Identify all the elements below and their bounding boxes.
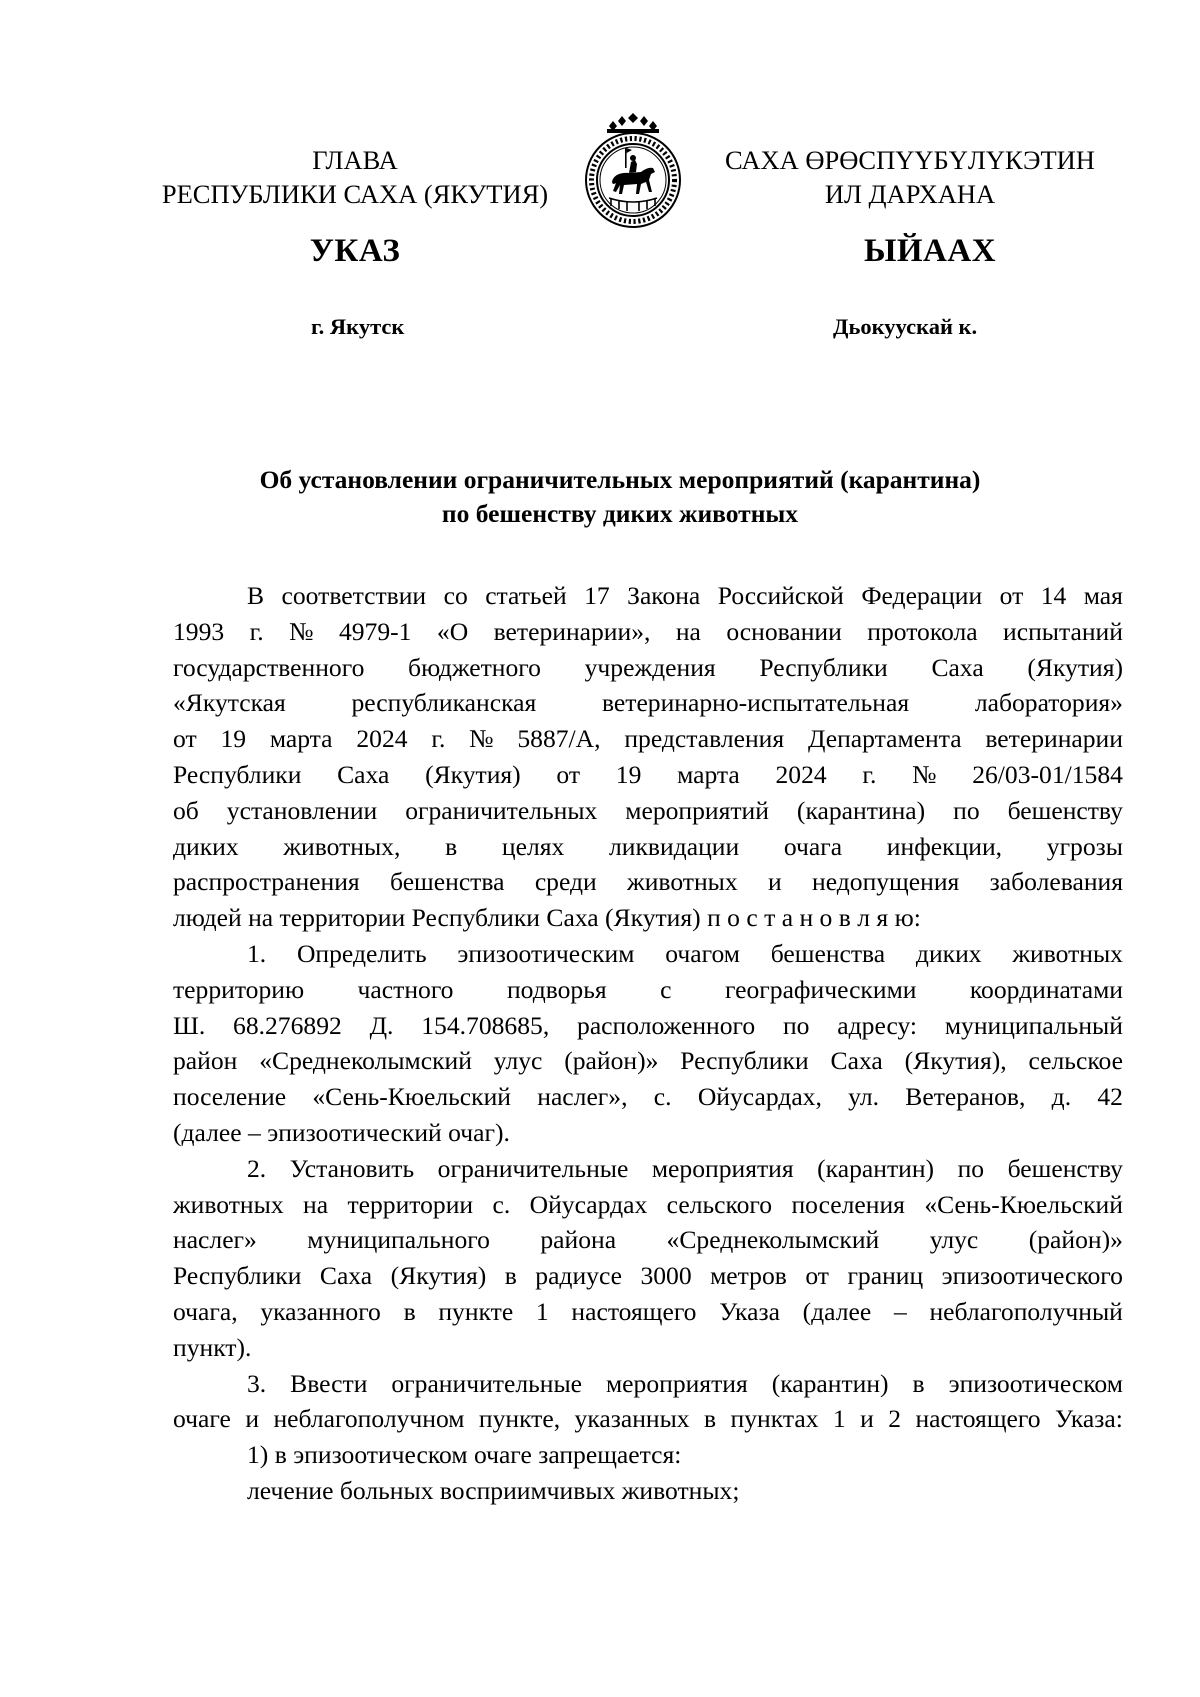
body-word: мероприятия <box>605 1368 748 1398</box>
body-word: Республики <box>680 1046 809 1076</box>
body-word: в <box>403 1296 416 1326</box>
body-word: с <box>660 974 672 1004</box>
body-word: «Сень-Кюельский <box>312 1082 511 1112</box>
body-word: заболевания <box>989 867 1123 897</box>
body-word: животных <box>1012 938 1123 968</box>
body-line <box>173 1366 1123 1402</box>
body-word: 5887/А, <box>517 724 601 754</box>
body-word: д. <box>1051 1082 1072 1112</box>
body-line <box>173 1437 1123 1473</box>
doc-type-russian: УКАЗ <box>309 233 401 269</box>
body-word: в <box>504 1261 517 1291</box>
body-word: Саха <box>931 652 984 682</box>
header-left-line-1: ГЛАВА <box>312 145 398 175</box>
body-line <box>173 1008 1123 1044</box>
body-line <box>173 1187 1123 1223</box>
body-word: Д. <box>369 1010 394 1040</box>
city-yakut: Дьокуускай к. <box>833 314 978 339</box>
body-word: животных <box>173 1189 284 1219</box>
body-word: очага, <box>173 1296 238 1326</box>
body-line <box>173 829 1123 865</box>
body-word: ограничительные <box>437 1153 629 1183</box>
body-word: 42 <box>1097 1082 1123 1112</box>
body-word: установлении <box>226 795 378 825</box>
body-word: бешенства <box>770 938 886 968</box>
body-word: со <box>443 581 468 610</box>
body-word: Федерации <box>861 581 983 610</box>
body-line <box>173 650 1123 686</box>
body-word: (карантина) <box>796 795 926 825</box>
body-word: Республики <box>173 1261 302 1291</box>
body-word: в <box>912 1368 925 1398</box>
body-word: 2024 <box>775 759 827 789</box>
body-line <box>173 1222 1123 1258</box>
body-line-text: 1) в эпизоотическом очаге запрещается: <box>247 1440 682 1470</box>
body-word: улус <box>493 1046 543 1076</box>
body-word: по <box>957 1153 985 1183</box>
body-word: территории <box>347 1189 474 1219</box>
body-word: Ш. <box>173 1010 206 1040</box>
body-word: ограничительные <box>391 1368 583 1398</box>
city-russian: г. Якутск <box>311 314 405 339</box>
body-word: (Якутия) <box>390 1261 487 1291</box>
body-word: бюджетного <box>408 652 541 682</box>
body-word: 3. <box>247 1368 267 1398</box>
body-word: Ойусардах <box>529 1189 648 1219</box>
body-word: животных <box>627 867 738 897</box>
body-word: (район)» <box>1028 1225 1123 1255</box>
body-word: Указа: <box>1054 1404 1123 1434</box>
body-line <box>173 1473 1123 1509</box>
body-word: бешенству <box>1007 1153 1123 1183</box>
body-word: марта <box>269 724 333 754</box>
header-right <box>720 143 1100 211</box>
body-line <box>173 1330 1123 1366</box>
body-word: указанных <box>574 1404 690 1434</box>
body-word: (Якутия) <box>1027 652 1123 682</box>
body-word: поселения <box>791 1189 905 1219</box>
body-word: диких <box>915 938 982 968</box>
body-word: мая <box>1083 581 1123 610</box>
body-word: от <box>999 581 1024 610</box>
body-word: 1 <box>832 1404 846 1434</box>
header-left <box>145 143 565 211</box>
body-word: от <box>805 1261 829 1291</box>
body-word: г. <box>862 759 877 789</box>
body-word: диких <box>173 831 239 861</box>
body-word: пункте <box>438 1296 514 1326</box>
body-word: «Среднеколымский <box>666 1225 880 1255</box>
body-word: расположенного <box>577 1010 756 1040</box>
body-word: основании <box>726 616 842 646</box>
body-word: В <box>247 581 265 610</box>
body-word: 1993 <box>173 616 225 646</box>
body-word: района <box>540 1225 617 1255</box>
body-word: очагом <box>665 938 740 968</box>
body-word: границ <box>847 1261 924 1291</box>
body-word: очаге <box>173 1404 231 1434</box>
body-word: Ввести <box>290 1368 368 1398</box>
body-word: наслег», <box>537 1082 628 1112</box>
body-word: метров <box>710 1261 787 1291</box>
body-word: испытаний <box>1003 616 1123 646</box>
body-word: неблагополучный <box>929 1296 1123 1326</box>
body-word: (район)» <box>564 1046 659 1076</box>
body-word: соответствии <box>281 581 427 610</box>
body-word: Определить <box>296 938 427 968</box>
body-word: по <box>782 1010 810 1040</box>
body-word: республиканская <box>351 688 537 718</box>
body-word: 17 <box>584 581 610 610</box>
title-line-1: Об установлении ограничительных мероприятий (карантина) <box>259 465 981 494</box>
body-word: Саха <box>830 1046 883 1076</box>
body-line <box>173 614 1123 650</box>
body-word: 3000 <box>640 1261 692 1291</box>
body-word: неблагополучном <box>273 1404 465 1434</box>
body-line <box>173 900 1123 936</box>
body-line-text: пункт). <box>173 1332 252 1362</box>
body-word: 19 <box>615 759 642 789</box>
body-line <box>173 1079 1123 1115</box>
body-word: настоящего <box>915 1404 1041 1434</box>
body-word: № <box>469 724 494 754</box>
body-word: лаборатория» <box>974 688 1123 718</box>
body-line <box>173 1115 1123 1151</box>
body-word: район <box>173 1046 238 1076</box>
header-left-line-2: РЕСПУБЛИКИ САХА (ЯКУТИЯ) <box>161 179 549 209</box>
body-word: животных, <box>283 831 401 861</box>
body-word: «Сень-Кюельский <box>924 1189 1123 1219</box>
body-word: – <box>893 1296 907 1326</box>
body-word: мероприятия <box>651 1153 794 1183</box>
body-word: (карантин) <box>771 1368 889 1398</box>
body-word: очага <box>783 831 843 861</box>
body-word: пунктах <box>730 1404 819 1434</box>
body-word: 14 <box>1040 581 1067 610</box>
body-word: ликвидации <box>609 831 740 861</box>
body-word: поселение <box>173 1082 287 1112</box>
body-word: ограничительных <box>405 795 598 825</box>
body-word: марта <box>677 759 740 789</box>
body-word: пункте, <box>478 1404 561 1434</box>
body-word: № <box>289 616 314 646</box>
body-word: сельское <box>1028 1046 1123 1076</box>
body-line <box>173 1258 1123 1294</box>
body-word: ветеринарно-испытательная <box>601 688 910 718</box>
body-word: Республики <box>759 652 888 682</box>
body-line <box>173 864 1123 900</box>
body-word: бешенству <box>1007 795 1123 825</box>
body-word: территорию <box>173 974 305 1004</box>
body-word: 2 <box>888 1404 902 1434</box>
coat-of-arms-sakha-icon <box>579 112 687 232</box>
body-word: недопущения <box>812 867 960 897</box>
body-word: подворья <box>506 974 607 1004</box>
body-word: (Якутия), <box>904 1046 1007 1076</box>
body-line <box>173 578 1123 614</box>
body-word: ветеринарии», <box>493 616 651 646</box>
body-word: 19 <box>220 724 247 754</box>
body-line-text: (далее – эпизоотический очаг). <box>173 1117 510 1147</box>
body-word: и <box>245 1404 260 1434</box>
body-word: представления <box>624 724 785 754</box>
body-word: ветеринарии <box>985 724 1123 754</box>
body-word: Саха <box>337 759 390 789</box>
body-word: 154.708685, <box>421 1010 550 1040</box>
body-word: 4979-1 <box>338 616 412 646</box>
body-line <box>173 1401 1123 1437</box>
body-word: сельского <box>666 1189 773 1219</box>
body-word: Ветеранов, <box>905 1082 1026 1112</box>
body-word: мероприятий <box>625 795 769 825</box>
body-line <box>173 1043 1123 1079</box>
doc-type-yakut: ЫЙААХ <box>863 233 997 269</box>
body-word: 26/03-01/1584 <box>972 759 1123 789</box>
body-word: эпизоотическим <box>457 938 635 968</box>
body-word: (Якутия) <box>425 759 521 789</box>
body-word: г. <box>249 616 264 646</box>
body-word: эпизоотического <box>941 1261 1123 1291</box>
body-line <box>173 757 1123 793</box>
body-word: и <box>860 1404 874 1434</box>
body-line <box>173 721 1123 757</box>
body-word: Саха <box>319 1261 373 1291</box>
document-body <box>173 578 1123 1509</box>
body-word: от <box>556 759 581 789</box>
header-right-line-2: ИЛ ДАРХАНА <box>824 179 996 209</box>
body-word: радиусе <box>535 1261 622 1291</box>
body-word: Указа <box>719 1296 780 1326</box>
document-title <box>160 463 1080 531</box>
body-word: Республики <box>173 759 302 789</box>
body-word: на <box>675 616 701 646</box>
body-word: 1 <box>535 1296 549 1326</box>
body-word: по <box>953 795 980 825</box>
body-word: муниципальный <box>944 1010 1123 1040</box>
body-word: г. <box>431 724 446 754</box>
body-word: учреждения <box>584 652 716 682</box>
body-word: (карантин) <box>817 1153 935 1183</box>
body-word: статьей <box>485 581 567 610</box>
body-word: на <box>303 1189 329 1219</box>
body-word: Департамента <box>807 724 962 754</box>
body-word: бешенства <box>390 867 505 897</box>
body-line-text: лечение больных восприимчивых животных; <box>247 1475 740 1505</box>
header-right-line-1: САХА ӨРӨСПҮҮБҮЛҮКЭТИН <box>725 145 1095 175</box>
body-line <box>173 972 1123 1008</box>
body-word: целях <box>501 831 565 861</box>
body-word: № <box>912 759 937 789</box>
body-word: протокола <box>867 616 978 646</box>
body-word: государственного <box>173 652 365 682</box>
body-word: угрозы <box>1046 831 1123 861</box>
body-word: адресу: <box>837 1010 918 1040</box>
body-word: Закона <box>627 581 701 610</box>
body-word: 2024 <box>356 724 408 754</box>
body-word: инфекции, <box>886 831 1003 861</box>
body-word: эпизоотическом <box>948 1368 1123 1398</box>
title-line-2: по бешенству диких животных <box>441 499 799 528</box>
body-line <box>173 685 1123 721</box>
body-word: 1. <box>247 938 267 968</box>
body-word: ул. <box>848 1082 879 1112</box>
body-word: «Якутская <box>173 688 286 718</box>
body-word: улус <box>929 1225 979 1255</box>
body-word: среди <box>534 867 597 897</box>
body-word: координатами <box>969 974 1123 1004</box>
body-word: и <box>768 867 782 897</box>
body-word: 2. <box>247 1153 267 1183</box>
body-word: Российской <box>717 581 844 610</box>
body-word: (далее <box>802 1296 872 1326</box>
body-word: в <box>704 1404 717 1434</box>
body-word: Ойусардах, <box>697 1082 822 1112</box>
body-word: в <box>445 831 458 861</box>
body-word: настоящего <box>571 1296 697 1326</box>
body-word: муниципального <box>307 1225 490 1255</box>
body-word: об <box>173 795 199 825</box>
body-word: «О <box>436 616 469 646</box>
body-line <box>173 1294 1123 1330</box>
body-line <box>173 793 1123 829</box>
body-line <box>173 1151 1123 1187</box>
body-word: с. <box>492 1189 511 1219</box>
body-word: Установить <box>289 1153 415 1183</box>
body-word: частного <box>357 974 454 1004</box>
body-word: 68.276892 <box>233 1010 342 1040</box>
body-word: с. <box>653 1082 672 1112</box>
body-word: распространения <box>173 867 360 897</box>
body-word: «Среднеколымский <box>259 1046 472 1076</box>
body-word: географическими <box>724 974 917 1004</box>
body-word: от <box>173 724 197 754</box>
body-line-text: людей на территории Республики Саха (Якутия) п о с т а н о в л я ю: <box>173 903 921 933</box>
body-word: указанного <box>260 1296 381 1326</box>
body-word: наслег» <box>173 1225 257 1255</box>
body-line <box>173 936 1123 972</box>
